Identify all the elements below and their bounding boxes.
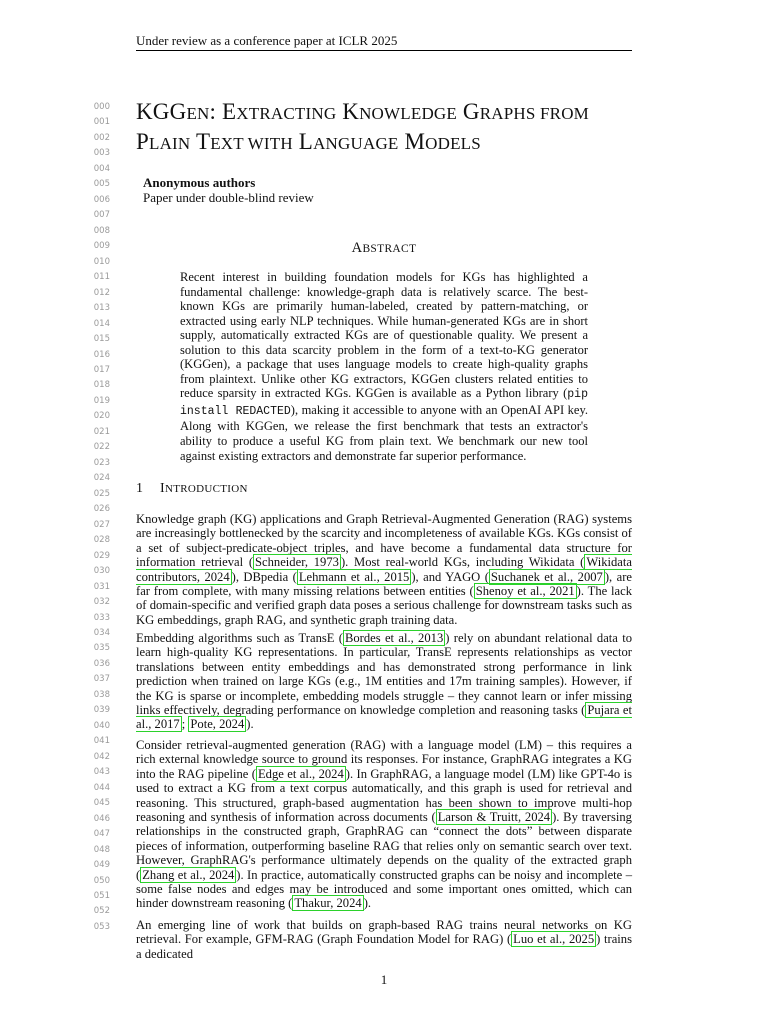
- line-number: 015: [93, 334, 110, 345]
- title-part: L: [292, 129, 314, 154]
- paragraph-text: ). In practice, automatically constructed graphs can be noisy and incomplete – some false nodes and edges may be introduced and some important ones omitted, which can hinder downstream reasoning (: [136, 867, 632, 911]
- citation-link[interactable]: Lehmann et al., 2015: [298, 569, 410, 584]
- line-number: 025: [93, 488, 110, 499]
- line-number: 034: [93, 627, 110, 638]
- citation-link[interactable]: Pote, 2024: [190, 717, 245, 732]
- line-number: 009: [93, 241, 110, 252]
- line-number: 040: [93, 720, 110, 731]
- line-number: 030: [93, 566, 110, 577]
- paragraph-text: An emerging line of work that builds on graph-based RAG trains neural networks on KG retrieval. For example, GFM-RAG (Graph Foundation Model for RAG) (: [136, 918, 632, 947]
- line-number: 007: [93, 210, 110, 221]
- line-number: 011: [93, 272, 110, 283]
- title-part: : E: [209, 99, 237, 124]
- line-number: 016: [93, 349, 110, 360]
- line-number: 020: [93, 411, 110, 422]
- line-number: 052: [93, 906, 110, 917]
- paragraph-text: ), are far from complete, with many missing relations between entities (: [136, 569, 632, 599]
- title-part: ODELS: [425, 134, 481, 153]
- paragraph-text: ). Most real-world KGs, including Wikidata (: [340, 555, 585, 570]
- line-number: 043: [93, 767, 110, 778]
- line-number: 048: [93, 844, 110, 855]
- paragraph-text: Embedding algorithms such as TransE (: [136, 631, 343, 645]
- paragraph: [136, 918, 632, 961]
- citation-link[interactable]: Shenoy et al., 2021: [475, 584, 575, 599]
- paragraph-text: ;: [181, 717, 189, 732]
- line-number: 041: [93, 736, 110, 747]
- citation-link[interactable]: Bordes et al., 2013: [344, 631, 444, 645]
- line-number: 021: [93, 426, 110, 437]
- citation-link[interactable]: Luo et al., 2025: [513, 932, 595, 947]
- running-header: Under review as a conference paper at ICLR 2025: [136, 33, 398, 48]
- paragraph: [136, 738, 632, 911]
- line-number: 004: [93, 163, 110, 174]
- line-number: 005: [93, 179, 110, 190]
- title-part: ANGUAGE: [313, 134, 399, 153]
- paragraph-text: ), DBpedia (: [231, 569, 297, 584]
- title-part: K: [336, 99, 360, 124]
- paragraph-text: ).: [363, 896, 372, 911]
- line-number: 012: [93, 287, 110, 298]
- review-note: Paper under double-blind review: [143, 190, 314, 205]
- install-command: pip install REDACTED: [180, 388, 588, 418]
- line-number: 010: [93, 256, 110, 267]
- paragraph-text: ). By traversing relationships in the constructed graph, GraphRAG can “connect the dots” between disparate pieces of information, outperforming baseline RAG that relies only on semantic search over text. However, GraphRAG's performance ultimately depends on the quality of the extracted graph (: [136, 810, 632, 882]
- header-rule: [136, 50, 632, 51]
- line-number: 023: [93, 457, 110, 468]
- abstract-heading: [136, 240, 632, 257]
- paragraph-text: ). In GraphRAG, a language model (LM) like GPT-4o is used to extract a KG from a text corpus automatically, and this graph is used for retrieval and reasoning. This structured, graph-based augmentation has been shown to improve multi-hop reasoning and synthesis of information across documents (: [136, 766, 633, 825]
- line-number: 032: [93, 597, 110, 608]
- paragraph-text: ), and YAGO (: [411, 569, 489, 584]
- line-number: 038: [93, 689, 110, 700]
- line-number: 046: [93, 813, 110, 824]
- line-number: 017: [93, 364, 110, 375]
- section-heading-introduction: [136, 481, 248, 497]
- line-number: 036: [93, 658, 110, 669]
- line-number: 006: [93, 194, 110, 205]
- line-number: 028: [93, 535, 110, 546]
- citation-link[interactable]: Schneider, 1973: [255, 555, 339, 570]
- title-part: NOWLEDGE: [359, 104, 457, 123]
- line-number: 029: [93, 550, 110, 561]
- line-number: 047: [93, 829, 110, 840]
- line-number: 013: [93, 303, 110, 314]
- line-number: 033: [93, 612, 110, 623]
- line-number: 035: [93, 643, 110, 654]
- line-number: 026: [93, 504, 110, 515]
- title-part: XTRACTING: [236, 104, 337, 123]
- citation-link[interactable]: Edge et al., 2024: [257, 766, 344, 781]
- abstract-text: ), making it accessible to anyone with an OpenAI API key. Along with KGGen, we release the first benchmark that tests an extractor's ability to produce a useful KG from plain text. We benchmark our new tool against existing extractors and demonstrate far superior performance.: [180, 402, 589, 463]
- title-part: RAPHS FROM: [479, 104, 589, 123]
- line-number: 022: [93, 442, 110, 453]
- line-number: 024: [93, 473, 110, 484]
- title-part: P: [136, 129, 149, 154]
- paragraph-text: ). The lack of domain-specific and verified graph data poses a serious challenge for downstream tasks such as KG embeddings, graph RAG, and synthetic graph training data.: [136, 584, 633, 627]
- line-number: 049: [93, 860, 110, 871]
- paragraph-text: ).: [246, 717, 254, 732]
- title-part: G: [456, 99, 480, 124]
- title-part: LAIN: [149, 134, 191, 153]
- citation-link[interactable]: Pujara et al., 2017: [136, 703, 632, 732]
- paragraph-text: Consider retrieval-augmented generation (RAG) with a language model (LM) – this requires a rich external knowledge source to ground its responses. For instance, GraphRAG integrates a KG into the RAG pipeline (: [136, 738, 632, 781]
- section-number: 1: [136, 481, 144, 496]
- page-number: 1: [380, 972, 388, 987]
- line-number: 008: [93, 225, 110, 236]
- section-title-initial: I: [160, 481, 165, 496]
- citation-link[interactable]: Thakur, 2024: [294, 896, 362, 911]
- line-number: 039: [93, 705, 110, 716]
- line-number: 051: [93, 890, 110, 901]
- line-number: 053: [93, 921, 110, 932]
- line-number: 002: [93, 132, 110, 143]
- line-number: 027: [93, 519, 110, 530]
- citation-link[interactable]: Zhang et al., 2024: [142, 867, 235, 882]
- line-number: 000: [93, 102, 110, 112]
- line-number: 014: [93, 318, 110, 329]
- section-title-rest: NTRODUCTION: [164, 483, 248, 495]
- line-number: 031: [93, 581, 110, 592]
- abstract-body: [180, 270, 588, 463]
- title-part: EXT WITH: [210, 134, 293, 153]
- title-part: EN: [186, 104, 210, 123]
- paragraph-text: Knowledge graph (KG) applications and Graph Retrieval-Augmented Generation (RAG) systems are increasingly bottlenecked by the scarcity and incompleteness of available KGs. KGs consist of a set of subject-predicate-object triples, and have become a fundamental data structure for information retrieval (: [136, 512, 632, 570]
- line-number: 042: [93, 751, 110, 762]
- paragraph-text: ) trains a dedicated: [136, 932, 632, 961]
- abstract-text: Recent interest in building foundation models for KGs has highlighted a fundamental challenge: knowledge-graph data is relatively scarce. The best-known KGs are primarily human-labeled, created by pattern-matching, or extracted using early NLP techniques. While human-generated KGs are in short supply, automatically extracted KGs are of questionable quality. We present a solution to this data scarcity problem in the form of a text-to-KG generator (KGGen), a package that uses language models to create high-quality graphs from plaintext. Unlike other KG extractors, KGGen clusters related entities to reduce sparsity in extracted KGs. KGGen is available as a Python library (: [180, 270, 588, 401]
- paragraph: [136, 631, 632, 732]
- authors: Anonymous authors: [143, 175, 256, 190]
- line-number: 018: [93, 380, 110, 391]
- line-number: 050: [93, 875, 110, 886]
- citation-link[interactable]: Larson & Truitt, 2024: [437, 810, 551, 825]
- line-number: 001: [93, 117, 110, 128]
- citation-link[interactable]: Suchanek et al., 2007: [490, 569, 603, 584]
- title-line-1: [136, 98, 646, 128]
- abstract-heading-rest: BSTRACT: [362, 243, 417, 255]
- line-number: 045: [93, 798, 110, 809]
- title-line-2: [136, 128, 646, 158]
- paper-title: [136, 98, 646, 158]
- line-number: 003: [93, 148, 110, 159]
- title-part: KGG: [136, 99, 187, 124]
- line-number: 044: [93, 782, 110, 793]
- abstract-heading-initial: A: [351, 240, 363, 256]
- paragraph-text: ) rely on abundant relational data to learn high-quality KG representations. In particular, TransE represents relationships as vector translations between entity embeddings and has demonstrated strong performance in link prediction when trained on large KGs (e.g., 1M entities and 17m training samples). However, if the KG is sparse or incomplete, embedding models struggle – they cannot learn or infer missing links effectively, degrading performance on knowledge completion and reasoning tasks (: [136, 631, 632, 718]
- line-number: 037: [93, 674, 110, 685]
- title-part: T: [190, 129, 211, 154]
- paragraph: [136, 512, 632, 627]
- citation-link[interactable]: Wikidata contributors, 2024: [136, 555, 632, 584]
- line-number: 019: [93, 395, 110, 406]
- title-part: M: [398, 129, 426, 154]
